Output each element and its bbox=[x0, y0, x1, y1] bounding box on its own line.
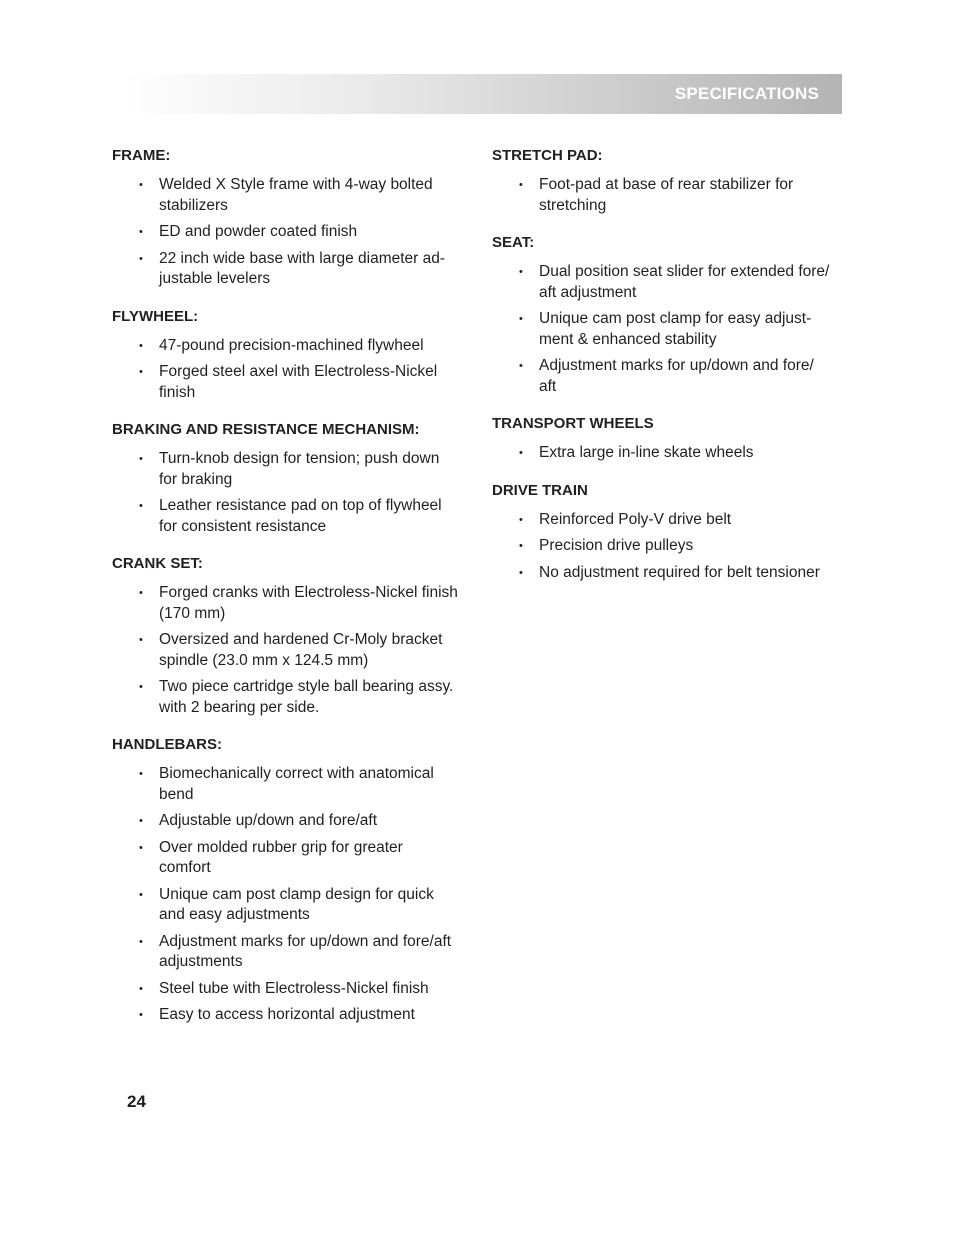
list-item-line: • Adjustment marks for up/down and fore/aft bbox=[159, 932, 452, 950]
bullet-list bbox=[112, 336, 472, 404]
list-item bbox=[492, 563, 844, 584]
header-bar bbox=[122, 74, 842, 114]
list-item-line: ment & enhanced stability bbox=[539, 330, 717, 348]
list-item-line: • Welded X Style frame with 4-way bolted bbox=[159, 176, 433, 193]
section-heading: TRANSPORT WHEELS bbox=[492, 415, 654, 432]
list-item-line: • Forged cranks with Electroless-Nickel finish bbox=[159, 584, 458, 601]
section-heading: STRETCH PAD: bbox=[492, 147, 603, 164]
list-item-line: • Biomechanically correct with anatomical bbox=[159, 765, 434, 782]
spec-section-frame bbox=[112, 146, 472, 290]
section-heading: FRAME: bbox=[112, 147, 171, 164]
list-item bbox=[112, 496, 472, 537]
list-item-line: and easy adjustments bbox=[159, 906, 310, 923]
section-heading: FLYWHEEL: bbox=[112, 307, 199, 325]
spec-section-handlebars bbox=[112, 735, 472, 1026]
list-item bbox=[112, 838, 472, 879]
section-heading: HANDLEBARS: bbox=[112, 736, 222, 753]
spec-section-crank-set bbox=[112, 554, 472, 718]
section-heading: CRANK SET: bbox=[112, 555, 203, 572]
list-item-line: with 2 bearing per side. bbox=[159, 698, 320, 716]
list-item-line: for consistent resistance bbox=[159, 517, 327, 535]
list-item-line: • Adjustment marks for up/down and fore/ bbox=[539, 357, 814, 374]
list-item-line: • Forged steel axel with Electroless-Nickel bbox=[159, 363, 438, 380]
list-item bbox=[112, 885, 472, 926]
list-item bbox=[112, 932, 472, 973]
list-item-line: • Steel tube with Electroless-Nickel finish bbox=[159, 979, 429, 997]
section-heading: SEAT: bbox=[492, 234, 535, 251]
list-item-line: spindle (23.0 mm x 124.5 mm) bbox=[159, 651, 369, 669]
spec-section-flywheel bbox=[112, 307, 472, 404]
spec-section-seat bbox=[492, 233, 844, 397]
list-item bbox=[112, 362, 472, 403]
list-item bbox=[492, 536, 844, 557]
list-item-line: • Over molded rubber grip for greater bbox=[159, 838, 403, 856]
list-item-line: • Precision drive pulleys bbox=[539, 537, 694, 554]
list-item bbox=[112, 764, 472, 805]
list-item-line: adjustments bbox=[159, 953, 243, 970]
list-item-line: • Adjustable up/down and fore/aft bbox=[159, 812, 378, 829]
bullet-list bbox=[492, 262, 844, 397]
spec-section-braking-and-resistance-mechanism bbox=[112, 420, 472, 537]
list-item bbox=[112, 583, 472, 624]
list-item-line: stabilizers bbox=[159, 196, 228, 214]
spec-section-drive-train bbox=[492, 481, 844, 584]
list-item bbox=[492, 356, 844, 397]
left-column bbox=[112, 146, 472, 1043]
list-item bbox=[112, 449, 472, 490]
list-item bbox=[112, 677, 472, 718]
list-item bbox=[492, 510, 844, 531]
list-item-line: comfort bbox=[159, 859, 211, 876]
bullet-list bbox=[112, 583, 472, 718]
bullet-list bbox=[492, 443, 844, 464]
list-item bbox=[112, 811, 472, 832]
list-item-line: • Two piece cartridge style ball bearing assy. bbox=[159, 678, 454, 695]
list-item bbox=[112, 222, 472, 243]
spec-section-stretch-pad bbox=[492, 146, 844, 216]
list-item-line: (170 mm) bbox=[159, 604, 226, 622]
bullet-list bbox=[492, 175, 844, 216]
page-number: 24 bbox=[127, 1092, 146, 1111]
list-item-line: finish bbox=[159, 383, 196, 401]
list-item-line: • ED and powder coated finish bbox=[159, 223, 358, 240]
list-item bbox=[112, 336, 472, 357]
list-item bbox=[492, 443, 844, 464]
list-item-line: • 22 inch wide base with large diameter ad- bbox=[159, 249, 446, 267]
bullet-list bbox=[492, 510, 844, 584]
list-item bbox=[112, 1005, 472, 1026]
list-item bbox=[492, 262, 844, 303]
spec-section-transport-wheels bbox=[492, 414, 844, 464]
list-item bbox=[112, 630, 472, 671]
right-column bbox=[492, 146, 844, 600]
bullet-list bbox=[112, 764, 472, 1026]
list-item-line: • 47-pound precision-machined flywheel bbox=[159, 336, 424, 354]
list-item-line: for braking bbox=[159, 470, 233, 488]
list-item-line: stretching bbox=[539, 196, 607, 214]
list-item bbox=[492, 175, 844, 216]
list-item-line: • Foot-pad at base of rear stabilizer for bbox=[539, 176, 794, 193]
section-heading: BRAKING AND RESISTANCE MECHANISM: bbox=[112, 421, 420, 438]
section-heading: DRIVE TRAIN bbox=[492, 481, 588, 499]
list-item bbox=[112, 175, 472, 216]
list-item-line: • Turn-knob design for tension; push down bbox=[159, 450, 440, 467]
list-item-line: • Unique cam post clamp design for quick bbox=[159, 885, 434, 903]
list-item-line: • Reinforced Poly-V drive belt bbox=[539, 510, 732, 528]
list-item-line: • Easy to access horizontal adjustment bbox=[159, 1006, 415, 1023]
list-item-line: bend bbox=[159, 785, 194, 803]
list-item bbox=[492, 309, 844, 350]
list-item-line: aft adjustment bbox=[539, 283, 637, 301]
list-item-line: • No adjustment required for belt tensioner bbox=[539, 563, 820, 581]
list-item-line: • Dual position seat slider for extended fore/ bbox=[539, 263, 830, 280]
list-item bbox=[112, 249, 472, 290]
page-section-title: SPECIFICATIONS bbox=[674, 84, 819, 103]
list-item-line: • Oversized and hardened Cr-Moly bracket bbox=[159, 631, 443, 648]
list-item-line: aft bbox=[539, 377, 557, 395]
list-item-line: • Unique cam post clamp for easy adjust- bbox=[539, 310, 812, 327]
list-item bbox=[112, 979, 472, 1000]
list-item-line: justable levelers bbox=[159, 270, 271, 287]
bullet-list bbox=[112, 175, 472, 290]
list-item-line: • Leather resistance pad on top of flywheel bbox=[159, 497, 442, 514]
list-item-line: • Extra large in-line skate wheels bbox=[539, 444, 754, 461]
bullet-list bbox=[112, 449, 472, 537]
